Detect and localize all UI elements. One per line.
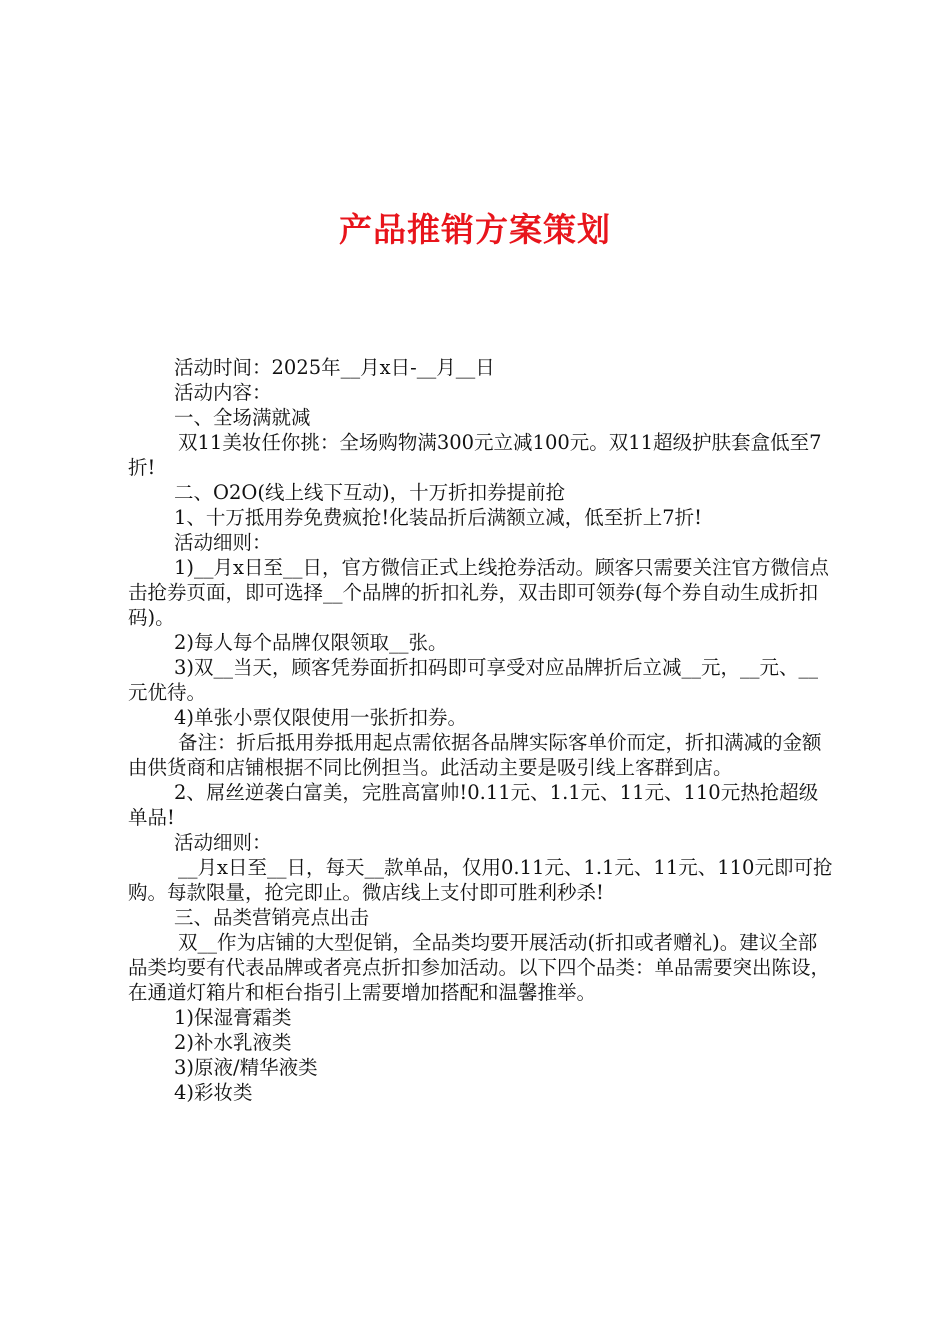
heading-section-3: 三、品类营销亮点出击 [174, 906, 370, 929]
heading-section-2: 二、O2O(线上线下互动)，十万折扣券提前抢 [174, 481, 566, 504]
paragraph: 1、十万抵用券免费疯抢!化装品折后满额立减，低至折上7折! [174, 506, 702, 529]
document-body [128, 355, 834, 1105]
paragraph-rules-label: 活动细则： [174, 531, 272, 554]
paragraph: __月x日至__日，每天__款单品，仅用0.11元、1.1元、11元、110元即可抢购。每款限量，抢完即止。微店线上支付即可胜利秒杀! [128, 856, 833, 904]
paragraph-activity-content: 活动内容： [174, 381, 272, 404]
paragraph: 双11美妆任你挑：全场购物满300元立减100元。双11超级护肤套盒低至7折! [128, 431, 822, 479]
paragraph-rules-label: 活动细则： [174, 831, 272, 854]
paragraph-note: 备注：折后抵用券抵用起点需依据各品牌实际客单价而定，折扣满减的金额由供货商和店铺根据不同比例担当。此活动主要是吸引线上客群到店。 [128, 731, 822, 779]
list-item: 4)单张小票仅限使用一张折扣券。 [174, 706, 468, 729]
list-item: 3)双__当天，顾客凭券面折扣码即可享受对应品牌折后立减__元，__元、__元优待。 [128, 656, 819, 704]
heading-section-1: 一、全场满就减 [174, 406, 311, 429]
paragraph: 双__作为店铺的大型促销，全品类均要开展活动(折扣或者赠礼)。建议全部品类均要有代表品牌或者亮点折扣参加活动。以下四个品类：单品需要突出陈设，在通道灯箱片和柜台指引上需要增加搭配和温馨推举。 [128, 931, 831, 1004]
paragraph: 2、屌丝逆袭白富美，完胜高富帅!0.11元、1.1元、11元、110元热抢超级单品! [128, 781, 819, 829]
list-item: 2)补水乳液类 [174, 1031, 292, 1054]
list-item: 1)保湿膏霜类 [174, 1006, 292, 1029]
list-item: 1)__月x日至__日，官方微信正式上线抢券活动。顾客只需要关注官方微信点击抢券页面，即可选择__个品牌的折扣礼券，双击即可领券(每个券自动生成折扣码)。 [128, 556, 830, 629]
list-item: 2)每人每个品牌仅限领取__张。 [174, 631, 448, 654]
list-item: 4)彩妆类 [174, 1081, 253, 1104]
document-title: 产品推销方案策划 [339, 210, 611, 249]
paragraph-activity-time: 活动时间：2025年__月x日-__月__日 [174, 356, 495, 379]
list-item: 3)原液/精华液类 [174, 1056, 318, 1079]
